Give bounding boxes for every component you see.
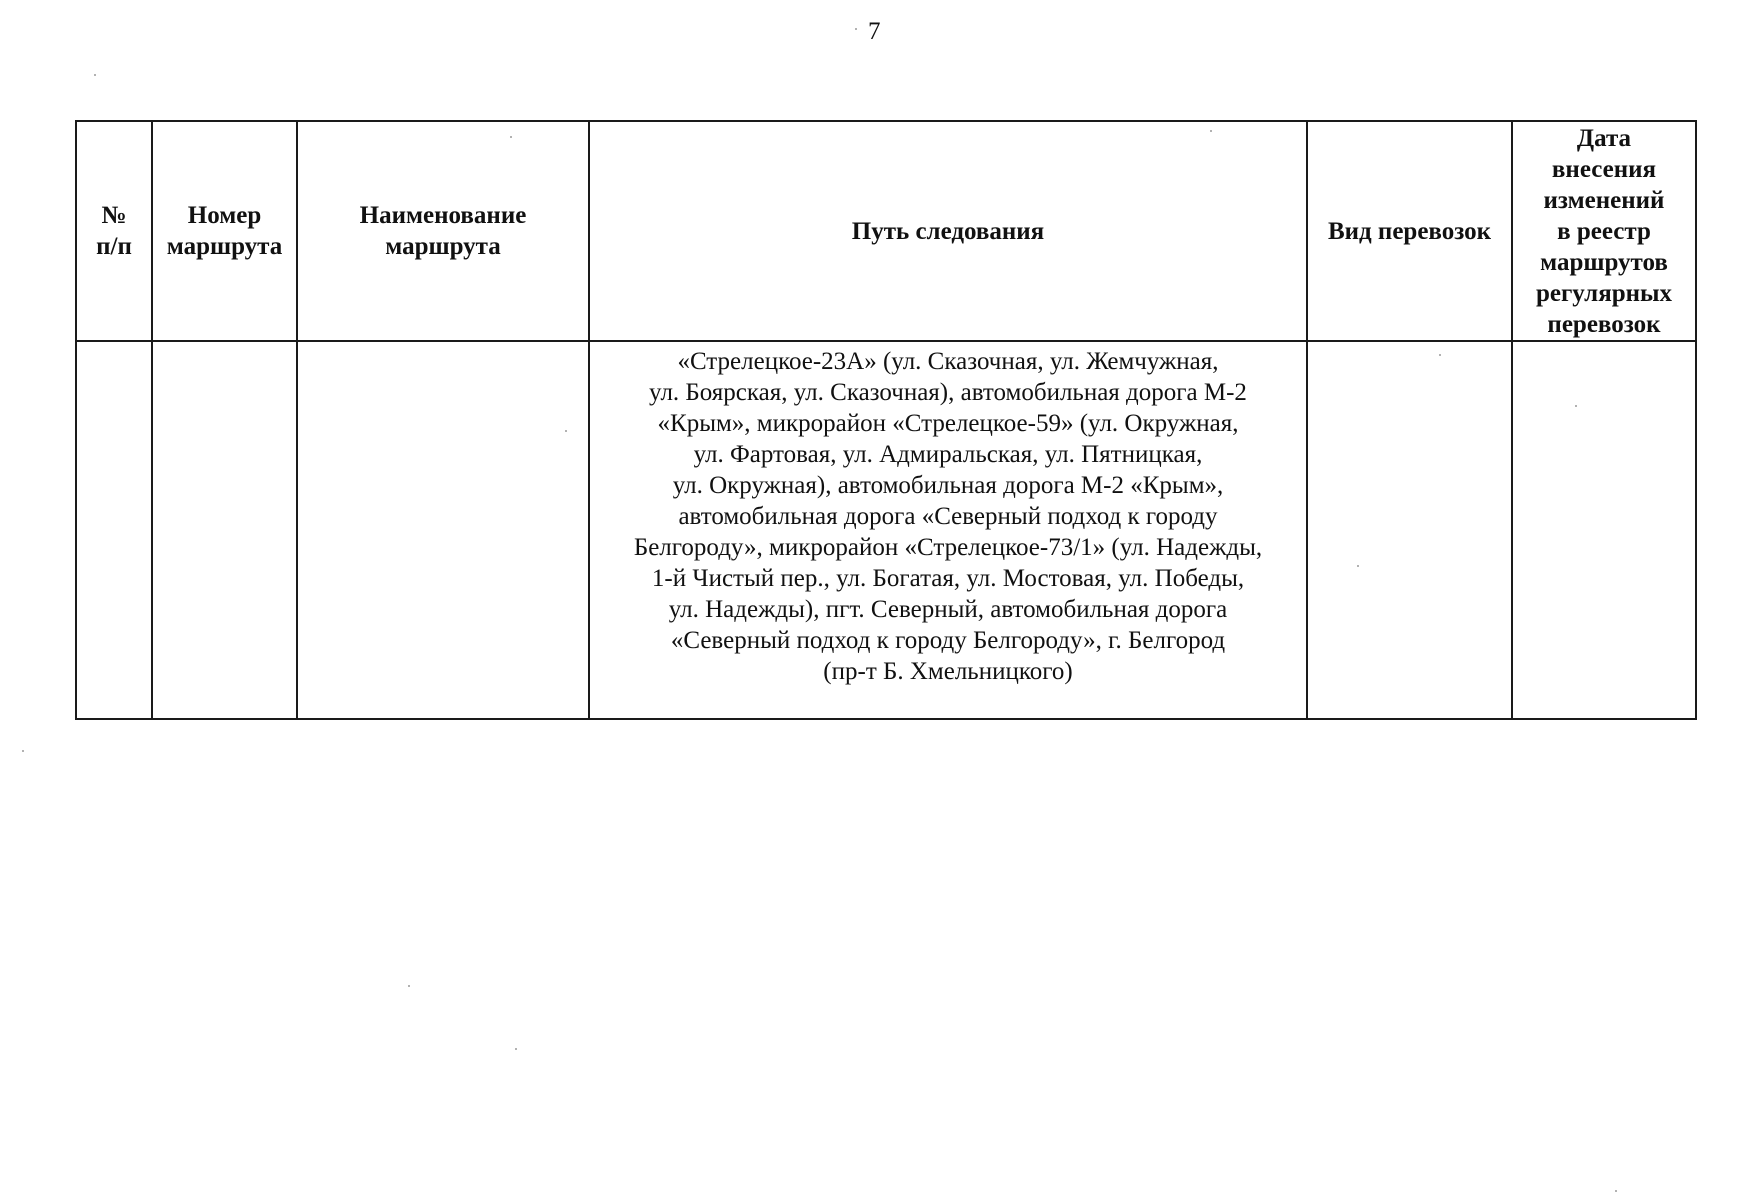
page-number: 7: [868, 18, 881, 45]
scan-speck: [1575, 405, 1577, 407]
header-route-number-line: маршрута: [166, 233, 283, 260]
cell-num: [76, 341, 152, 719]
scan-speck: [1357, 565, 1359, 567]
header-registry-date-line: маршрутов: [1540, 248, 1668, 276]
header-transport-type-line: Вид перевозок: [1327, 217, 1492, 245]
header-num: [76, 121, 152, 341]
scan-speck: [510, 136, 512, 138]
header-registry-date-line: перевозок: [1547, 310, 1661, 338]
scan-speck: [1615, 1190, 1617, 1192]
scan-speck: [94, 74, 96, 76]
header-route-number-line: Номер: [187, 202, 262, 229]
path-line: «Северный подход к городу Белгороду», г. Белгород: [670, 627, 1226, 654]
scan-speck: [1439, 354, 1441, 356]
table-header-row: [76, 121, 1696, 341]
header-transport-type: [1307, 121, 1512, 341]
scan-speck: [565, 430, 567, 432]
scan-speck: [855, 28, 857, 30]
path-line: автомобильная дорога «Северный подход к городу: [678, 503, 1218, 530]
cell-route-name: [297, 341, 589, 719]
path-line: «Стрелецкое-23А» (ул. Сказочная, ул. Жемчужная,: [677, 348, 1219, 375]
scan-speck: [1210, 130, 1212, 132]
header-registry-date-line: в реестр: [1557, 217, 1651, 245]
path-line: ул. Окружная), автомобильная дорога М-2 «Крым»,: [672, 472, 1224, 499]
header-registry-date-line: изменений: [1543, 186, 1665, 214]
path-line: ул. Фартовая, ул. Адмиральская, ул. Пятницкая,: [693, 441, 1203, 468]
header-registry-date: [1512, 121, 1696, 341]
header-num-line: п/п: [96, 233, 132, 260]
header-registry-date-line: внесения: [1551, 155, 1657, 183]
header-route-name: [297, 121, 589, 341]
header-num-line: №: [101, 202, 127, 229]
cell-path: [589, 341, 1307, 719]
scan-speck: [515, 1048, 517, 1050]
path-line: Белгороду», микрорайон «Стрелецкое-73/1» (ул. Надежды,: [633, 534, 1263, 561]
header-registry-date-line: Дата: [1576, 124, 1632, 152]
header-route-name-line: Наименование: [359, 202, 527, 229]
header-route-name-line: маршрута: [385, 233, 501, 260]
cell-route-number: [152, 341, 297, 719]
header-path-line: Путь следования: [851, 217, 1045, 245]
path-line: (пр-т Б. Хмельницкого): [823, 658, 1073, 685]
header-path: [589, 121, 1307, 341]
scan-speck: [408, 985, 410, 987]
routes-table: [75, 120, 1697, 720]
scan-speck: [22, 750, 24, 752]
cell-registry-date: [1512, 341, 1696, 719]
path-line: ул. Боярская, ул. Сказочная), автомобильная дорога М-2: [649, 379, 1247, 406]
path-line: ул. Надежды), пгт. Северный, автомобильная дорога: [668, 596, 1228, 623]
path-line: 1-й Чистый пер., ул. Богатая, ул. Мостовая, ул. Победы,: [651, 565, 1245, 592]
path-line: «Крым», микрорайон «Стрелецкое-59» (ул. Окружная,: [657, 410, 1239, 437]
header-route-number: [152, 121, 297, 341]
cell-transport-type: [1307, 341, 1512, 719]
table-row: [76, 341, 1696, 719]
header-registry-date-line: регулярных: [1535, 279, 1673, 307]
